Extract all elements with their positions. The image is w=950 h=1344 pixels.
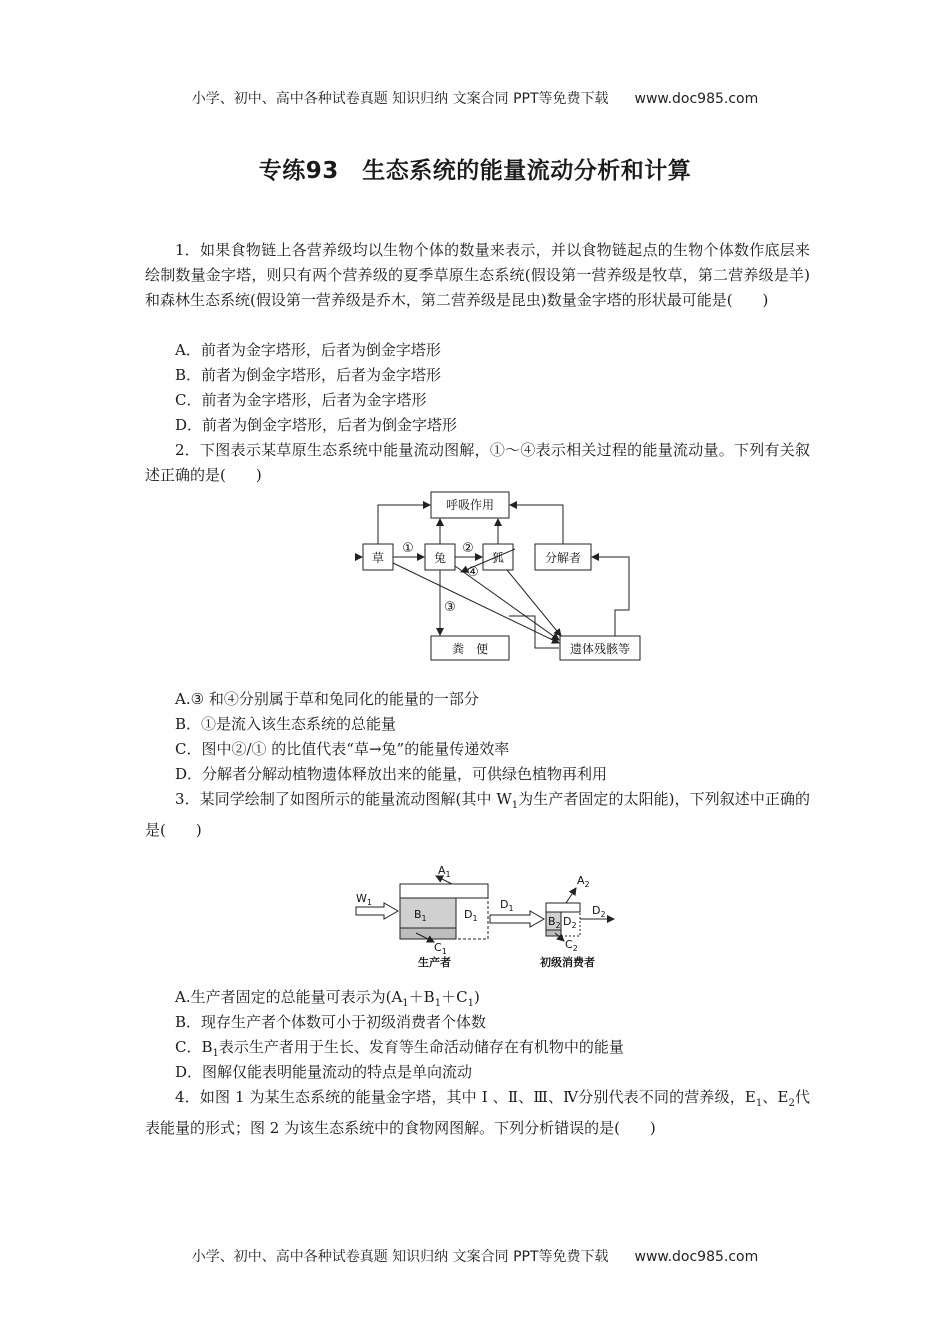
q2-option-b: B．①是流入该生态系统的总能量 — [175, 715, 397, 733]
a1-label: $A_1$ — [438, 864, 451, 879]
q3-option-d: D．图解仅能表明能量流动的特点是单向流动 — [175, 1063, 473, 1081]
energy-flow-diagram — [355, 488, 650, 663]
header-url[interactable]: www.doc985.com — [634, 91, 759, 107]
producer-respiration-band — [400, 884, 488, 898]
sunlight-arrow — [356, 903, 398, 919]
d2-arrow-label: $D_2$ — [592, 904, 606, 919]
b2-label: $B_2$ — [548, 915, 561, 930]
d2-box-label: $D_2$ — [563, 915, 577, 930]
q2-option-a: A.③ 和④分别属于草和兔同化的能量的一部分 — [175, 690, 479, 708]
header-text: 小学、初中、高中各种试卷真题 知识归纳 文案合同 PPT等免费下载 — [191, 91, 609, 107]
c1-label: $C_1$ — [434, 941, 447, 956]
rabbit-label: 兔 — [433, 551, 447, 565]
q3-option-a: A.生产者固定的总能量可表示为$(A_1+B_1+C_1)$ — [175, 988, 480, 1009]
q4-stem: 4．如图 1 为某生态系统的能量金字塔，其中 Ⅰ 、Ⅱ、Ⅲ、Ⅳ分别代表不同的营养级，$E_1$、$E_2$代表能量的形式；图 2 为该生态系统中的食物网图解。下列分析错误的是( ) — [145, 1088, 810, 1137]
footer-url[interactable]: www.doc985.com — [634, 1249, 759, 1265]
energy-flow-diagram-w1 — [352, 862, 622, 977]
q1-option-a: A．前者为金字塔形，后者为倒金字塔形 — [175, 341, 441, 359]
q1-option-b: B．前者为倒金字塔形，后者为金字塔形 — [175, 366, 442, 384]
q1-option-c: C．前者为金字塔形，后者为金字塔形 — [175, 391, 427, 409]
consumer-caption: 初级消费者 — [540, 956, 595, 969]
footer-text: 小学、初中、高中各种试卷真题 知识归纳 文案合同 PPT等免费下载 — [191, 1249, 609, 1265]
d1-box-label: $D_1$ — [464, 908, 478, 923]
respiration-label: 呼吸作用 — [445, 498, 495, 512]
q2-option-d: D．分解者分解动植物遗体释放出来的能量，可供绿色植物再利用 — [175, 765, 608, 783]
producer-caption: 生产者 — [418, 956, 451, 969]
d1-arrow-label: $D_1$ — [500, 898, 514, 913]
feces-label: 粪 便 — [451, 642, 489, 656]
marker-1: ① — [402, 541, 414, 556]
producer-c1-block — [400, 928, 456, 939]
q2-stem: 2．下图表示某草原生态系统中能量流动图解，①～④表示相关过程的能量流动量。下列有关叙述正确的是( ) — [145, 441, 810, 484]
grass-label: 草 — [371, 551, 385, 565]
decomposer-label: 分解者 — [544, 551, 582, 565]
marker-3: ③ — [444, 600, 456, 615]
q3-option-b: B．现存生产者个体数可小于初级消费者个体数 — [175, 1013, 487, 1031]
page-title: 专练93 生态系统的能量流动分析和计算 — [258, 158, 692, 184]
a2-label: $A_2$ — [577, 874, 590, 889]
w1-label: $W_1$ — [356, 892, 372, 907]
page-footer — [0, 1246, 950, 1266]
producer-b1-block — [400, 898, 456, 928]
marker-4: ④ — [467, 565, 479, 580]
remains-label: 遗体残骸等 — [569, 642, 631, 656]
q1-stem: 1．如果食物链上各营养级均以生物个体的数量来表示，并以食物链起点的生物个体数作底层来绘制数量金字塔，则只有两个营养级的夏季草原生态系统(假设第一营养级是牧草，第二营养级是羊)和森林生态系统(假设第一营养级是乔木，第二营养级是昆虫)数量金字塔的形状最可能是( ) — [145, 241, 810, 309]
q2-option-c: C．图中②/① 的比值代表“草→兔”的能量传递效率 — [175, 740, 510, 758]
consumer-c2-block — [546, 930, 561, 936]
b1-label: $B_1$ — [414, 908, 427, 923]
q3-stem: 3．某同学绘制了如图所示的能量流动图解(其中 $W_1$为生产者固定的太阳能)，下列叙述中正确的是( ) — [145, 790, 810, 839]
q1-option-d: D．前者为倒金字塔形，后者为倒金字塔形 — [175, 416, 458, 434]
marker-2: ② — [462, 541, 474, 556]
c2-label: $C_2$ — [565, 938, 578, 953]
consumer-respiration-band — [546, 903, 580, 912]
fox-label: 狐 — [491, 551, 505, 565]
page-header — [0, 88, 950, 108]
q3-option-c: C．$B_1$表示生产者用于生长、发育等生命活动储存在有机物中的能量 — [175, 1038, 624, 1059]
energy-transfer-arrow — [490, 911, 544, 927]
